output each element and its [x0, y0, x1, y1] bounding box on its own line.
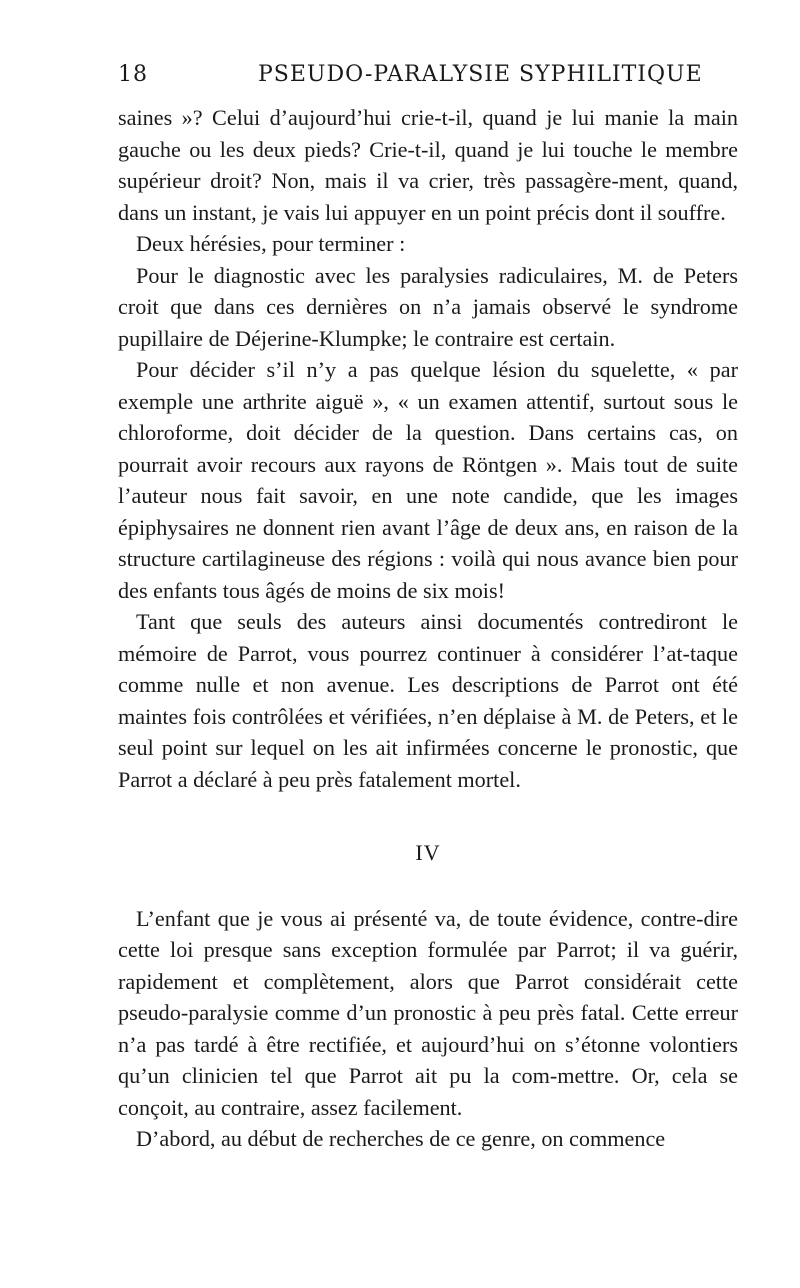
paragraph: Tant que seuls des auteurs ainsi documentés contrediront le mémoire de Parrot, vous pourrez continuer à considérer l’at-taque comme nulle et non avenue. Les descriptions de Parrot ont été maintes fois contrôlées et vérifiées, n’en déplaise à M. de Peters, et le seul point sur lequel on les ait infirmées concerne le pronostic, que Parrot a déclaré à peu près fatalement mortel.: [118, 609, 738, 792]
paragraph: saines »? Celui d’aujourd’hui crie-t-il, quand je lui manie la main gauche ou les deux pieds? Crie-t-il, quand je lui touche le membre supérieur droit? Non, mais il va crier, très passagère-ment, quand, dans un instant, je vais lui appuyer en un point précis dont il souffre.: [118, 105, 738, 225]
page-header: [118, 62, 748, 90]
paragraph: Deux hérésies, pour terminer :: [136, 231, 406, 256]
paragraph: Pour décider s’il n’y a pas quelque lésion du squelette, « par exemple une arthrite aiguë », « un examen attentif, surtout sous le chloroforme, doit décider de la question. Dans certains cas, on pourrait avoir recours aux rayons de Röntgen ». Mais tout de suite l’auteur nous fait savoir, en une note candide, que les images épiphysaires ne donnent rien avant l’âge de deux ans, en raison de la structure cartilagineuse des régions : voilà qui nous avance bien pour des enfants tous âgés de moins de six mois!: [118, 357, 738, 603]
section-heading: IV: [415, 840, 441, 865]
running-title: PSEUDO-PARALYSIE SYPHILITIQUE: [258, 62, 703, 87]
page-number: 18: [118, 62, 148, 87]
body-text: [118, 102, 738, 1155]
paragraph: Pour le diagnostic avec les paralysies radiculaires, M. de Peters croit que dans ces dernières on n’a jamais observé le syndrome pupillaire de Déjerine-Klumpke; le contraire est certain.: [118, 262, 738, 351]
paragraph: D’abord, au début de recherches de ce genre, on commence: [136, 1126, 666, 1151]
paragraph: L’enfant que je vous ai présenté va, de toute évidence, contre-dire cette loi presque sans exception formulée par Parrot; il va guérir, rapidement et complètement, alors que Parrot considérait cette pseudo-paralysie comme d’un pronostic à peu près fatal. Cette erreur n’a pas tardé à être rectifiée, et aujourd’hui on s’étonne volontiers qu’un clinicien tel que Parrot ait pu la com-mettre. Or, cela se conçoit, au contraire, assez facilement.: [118, 905, 738, 1120]
